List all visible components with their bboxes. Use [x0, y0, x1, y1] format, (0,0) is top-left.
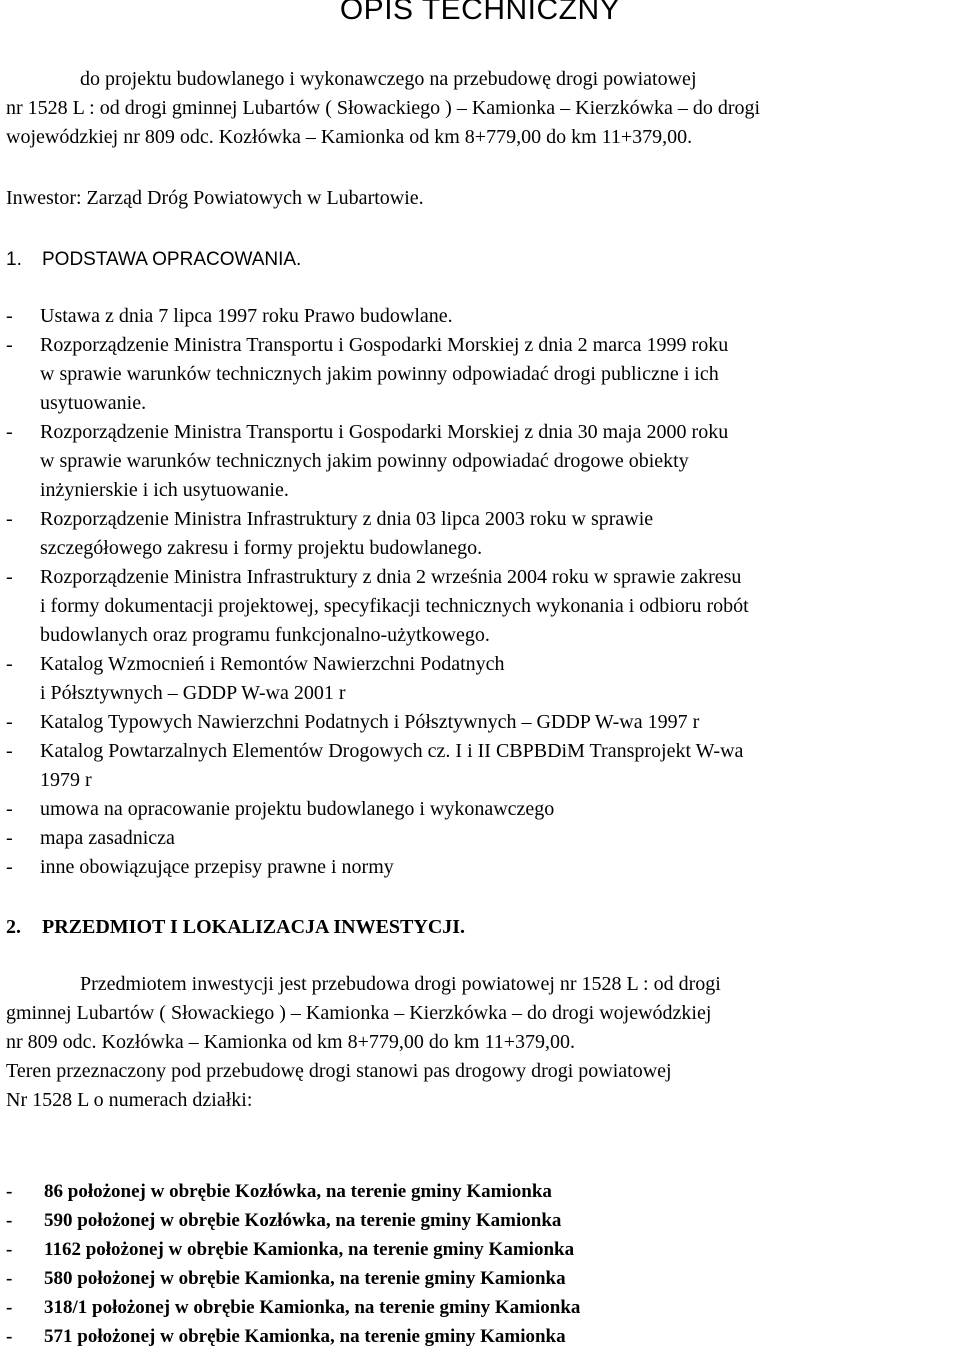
paragraph-line: gminnej Lubartów ( Słowackiego ) – Kamionka – Kierzkówka – do drogi wojewódzkiej [6, 1002, 712, 1024]
list-item-line: Rozporządzenie Ministra Infrastruktury z dnia 03 lipca 2003 roku w sprawie [40, 508, 654, 530]
basis-list-item [6, 302, 956, 331]
basis-list-item [6, 418, 956, 505]
intro-line: do projektu budowlanego i wykonawczego na przebudowę drogi powiatowej [80, 68, 697, 90]
section-1-heading [6, 245, 301, 274]
list-item-line: w sprawie warunków technicznych jakim powinny odpowiadać drogowe obiekty [40, 450, 689, 472]
paragraph-line: nr 809 odc. Kozłówka – Kamionka od km 8+779,00 do km 11+379,00. [6, 1031, 575, 1053]
section-1-title: PODSTAWA OPRACOWANIA. [42, 249, 302, 270]
parcel-item [6, 1322, 580, 1351]
list-dash: - [6, 421, 13, 443]
list-item-line: w sprawie warunków technicznych jakim powinny odpowiadać drogi publiczne i ich [40, 363, 719, 385]
location-paragraph [6, 970, 956, 1115]
parcel-text: 86 położonej w obrębie Kozłówka, na terenie gminy Kamionka [44, 1181, 552, 1202]
list-dash: - [6, 711, 13, 733]
list-item-line: umowa na opracowanie projektu budowlanego i wykonawczego [40, 798, 555, 820]
list-dash: - [6, 334, 13, 356]
list-dash: - [6, 653, 13, 675]
list-dash: - [6, 305, 13, 327]
parcel-list [6, 1177, 580, 1351]
parcel-item [6, 1293, 580, 1322]
list-item-line: Katalog Powtarzalnych Elementów Drogowych cz. I i II CBPBDiM Transprojekt W-wa [40, 740, 744, 762]
list-dash: - [6, 1268, 13, 1289]
basis-list-item [6, 795, 956, 824]
section-2-title: PRZEDMIOT I LOKALIZACJA INWESTYCJI. [42, 916, 466, 938]
intro-line: wojewódzkiej nr 809 odc. Kozłówka – Kamionka od km 8+779,00 do km 11+379,00. [6, 126, 693, 148]
list-dash: - [6, 1239, 13, 1260]
parcel-text: 590 położonej w obrębie Kozłówka, na terenie gminy Kamionka [44, 1210, 562, 1231]
list-item-line: inżynierskie i ich usytuowanie. [40, 479, 289, 501]
basis-list-item [6, 331, 956, 418]
list-dash: - [6, 827, 13, 849]
intro-line: nr 1528 L : od drogi gminnej Lubartów ( Słowackiego ) – Kamionka – Kierzkówka – do drogi [6, 97, 761, 119]
list-item-line: budowlanych oraz programu funkcjonalno-użytkowego. [40, 624, 490, 646]
paragraph-line: Teren przeznaczony pod przebudowę drogi stanowi pas drogowy drogi powiatowej [6, 1060, 672, 1082]
list-item-line: Ustawa z dnia 7 lipca 1997 roku Prawo budowlane. [40, 305, 453, 327]
list-item-line: i Półsztywnych – GDDP W-wa 2001 r [40, 682, 346, 704]
parcel-text: 571 położonej w obrębie Kamionka, na terenie gminy Kamionka [44, 1326, 566, 1347]
list-item-line: 1979 r [40, 769, 92, 791]
paragraph-line: Przedmiotem inwestycji jest przebudowa drogi powiatowej nr 1528 L : od drogi [80, 973, 721, 995]
document-title: OPIS TECHNICZNY [339, 0, 621, 26]
list-dash: - [6, 1326, 13, 1347]
list-dash: - [6, 856, 13, 878]
list-dash: - [6, 1210, 13, 1231]
list-item-line: Rozporządzenie Ministra Transportu i Gospodarki Morskiej z dnia 30 maja 2000 roku [40, 421, 729, 443]
parcel-item [6, 1264, 580, 1293]
parcel-text: 580 położonej w obrębie Kamionka, na terenie gminy Kamionka [44, 1268, 566, 1289]
list-dash: - [6, 566, 13, 588]
basis-list-item [6, 824, 956, 853]
parcel-text: 1162 położonej w obrębie Kamionka, na terenie gminy Kamionka [44, 1239, 575, 1260]
parcel-text: 318/1 położonej w obrębie Kamionka, na terenie gminy Kamionka [44, 1297, 581, 1318]
list-dash: - [6, 798, 13, 820]
paragraph-line: Nr 1528 L o numerach działki: [6, 1089, 253, 1111]
basis-list-item [6, 737, 956, 795]
basis-list-item [6, 853, 956, 882]
list-item-line: Katalog Typowych Nawierzchni Podatnych i Półsztywnych – GDDP W-wa 1997 r [40, 711, 700, 733]
section-2-heading [6, 913, 465, 942]
list-item-line: mapa zasadnicza [40, 827, 175, 849]
list-dash: - [6, 508, 13, 530]
list-item-line: inne obowiązujące przepisy prawne i normy [40, 856, 394, 878]
basis-list-item [6, 650, 956, 708]
list-item-line: Rozporządzenie Ministra Transportu i Gospodarki Morskiej z dnia 2 marca 1999 roku [40, 334, 729, 356]
section-1-number: 1. [6, 249, 22, 270]
parcel-item [6, 1177, 580, 1206]
basis-list-item [6, 505, 956, 563]
basis-list-item [6, 563, 956, 650]
basis-list-item [6, 708, 956, 737]
list-item-line: usytuowanie. [40, 392, 147, 414]
parcel-item [6, 1235, 580, 1264]
intro-paragraph [6, 65, 956, 152]
list-dash: - [6, 1297, 13, 1318]
section-2-number: 2. [6, 916, 21, 938]
list-dash: - [6, 1181, 13, 1202]
list-dash: - [6, 740, 13, 762]
list-item-line: szczegółowego zakresu i formy projektu budowlanego. [40, 537, 483, 559]
investor-line: Inwestor: Zarząd Dróg Powiatowych w Lubartowie. [6, 187, 424, 209]
list-item-line: Rozporządzenie Ministra Infrastruktury z dnia 2 września 2004 roku w sprawie zakresu [40, 566, 742, 588]
parcel-item [6, 1206, 580, 1235]
list-item-line: i formy dokumentacji projektowej, specyfikacji technicznych wykonania i odbioru robót [40, 595, 749, 617]
basis-list [6, 302, 956, 882]
list-item-line: Katalog Wzmocnień i Remontów Nawierzchni Podatnych [40, 653, 505, 675]
